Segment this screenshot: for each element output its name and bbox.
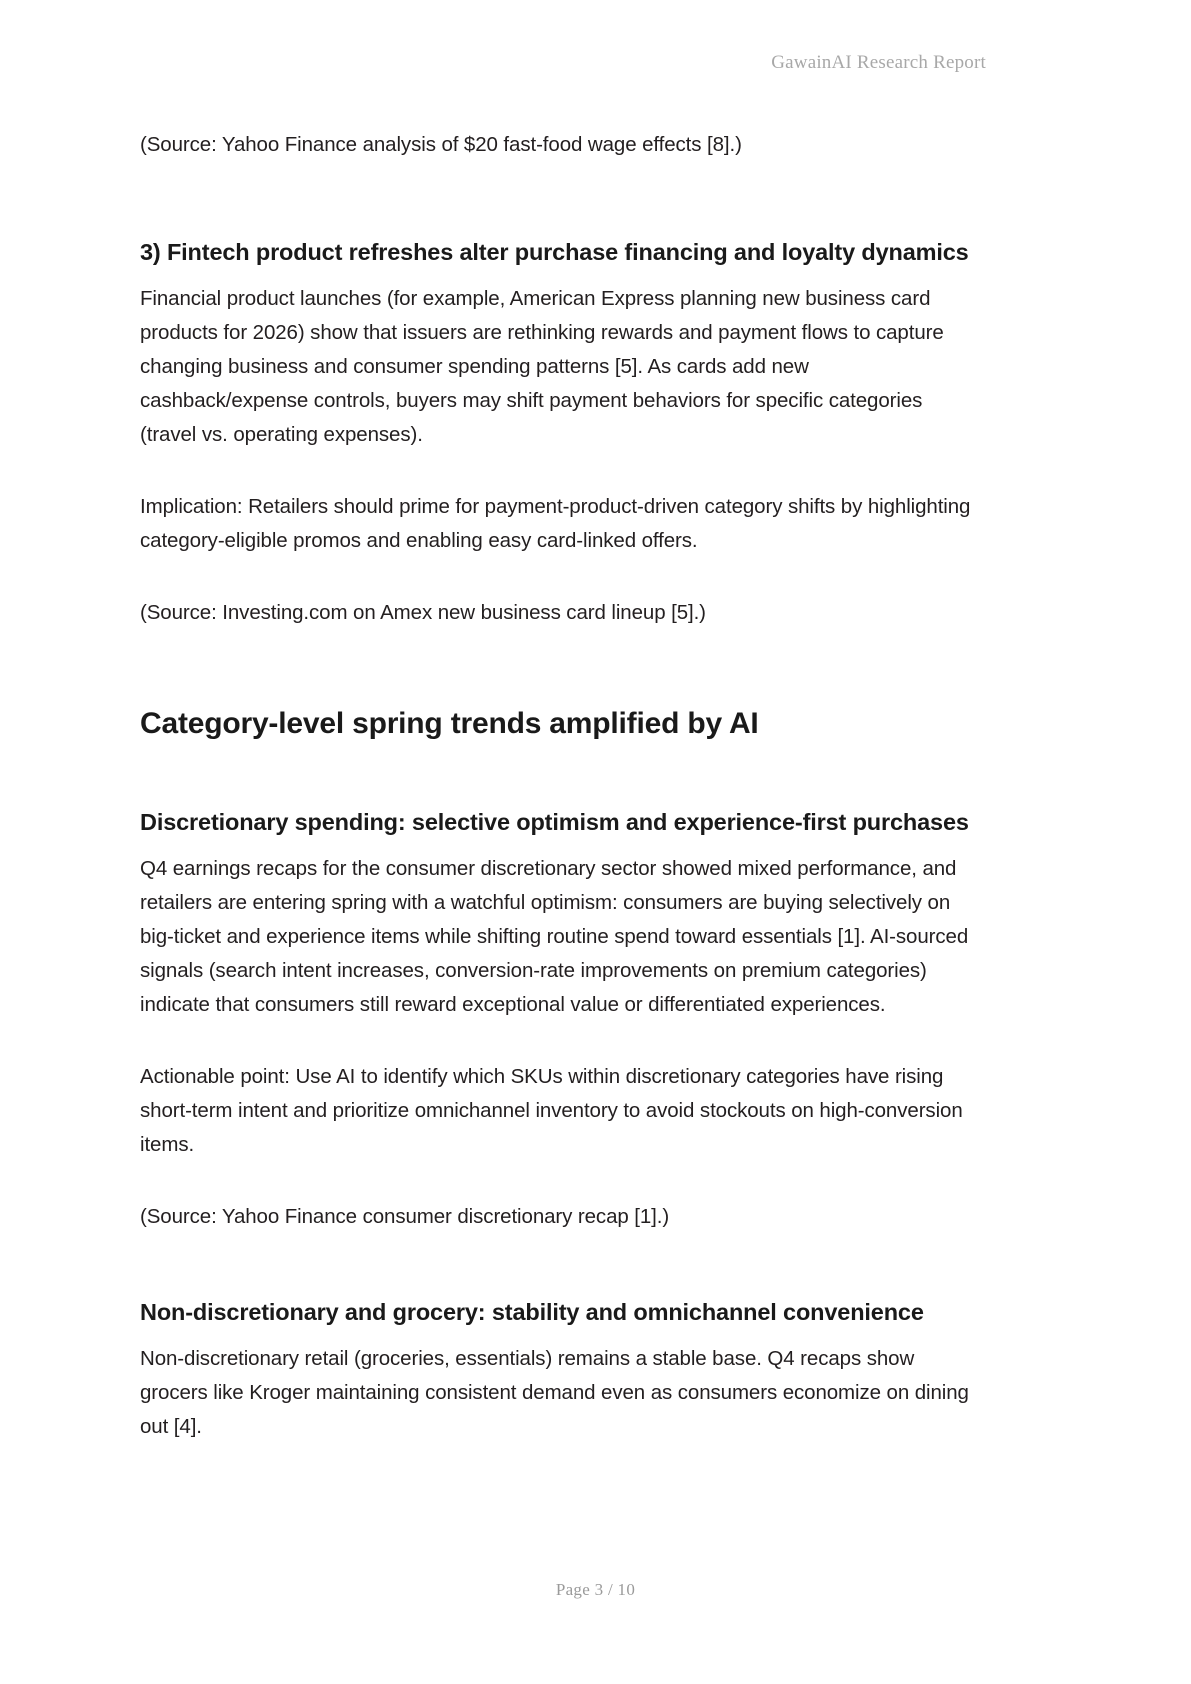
spacer	[140, 558, 972, 596]
spacer	[140, 1022, 972, 1060]
page-footer: Page 3 / 10	[555, 1580, 636, 1599]
spacer	[140, 630, 972, 704]
spacer	[140, 1234, 972, 1296]
paragraph-discretionary-spending: Q4 earnings recaps for the consumer discretionary sector showed mixed performance, and retailers are entering spring with a watchful optimism: consumers are buying selectively on big-ticket and experience items while shifting routine spend toward essentials [1]. AI-sourced signals (search intent increases, conversion-rate improvements on premium categories) indicate that consumers still reward exceptional value or differentiated experiences.	[140, 857, 969, 1016]
source-citation-wage: (Source: Yahoo Finance analysis of $20 fast-food wage effects [8].)	[140, 133, 742, 156]
source-citation-investing: (Source: Investing.com on Amex new business card lineup [5].)	[140, 601, 706, 624]
running-header: GawainAI Research Report	[771, 52, 986, 73]
spacer	[140, 162, 972, 236]
heading-discretionary-spending: Discretionary spending: selective optimism and experience-first purchases	[140, 809, 969, 835]
page-content	[140, 128, 972, 1444]
spacer	[140, 452, 972, 490]
paragraph-fintech-product: Financial product launches (for example, American Express planning new business card products for 2026) show that issuers are rethinking rewards and payment flows to capture changing business and consumer spending patterns [5]. As cards add new cashback/expense controls, buyers may shift payment behaviors for specific categories (travel vs. operating expenses).	[140, 287, 944, 446]
heading-category-level-spring-trends: Category-level spring trends amplified by AI	[140, 707, 759, 740]
spacer	[140, 1162, 972, 1200]
paragraph-discretionary-actionable: Actionable point: Use AI to identify which SKUs within discretionary categories have rising short-term intent and prioritize omnichannel inventory to avoid stockouts on high-conversion items.	[140, 1065, 963, 1156]
spacer	[140, 268, 972, 282]
spacer	[140, 838, 972, 852]
spacer	[140, 1328, 972, 1342]
source-citation-discretionary: (Source: Yahoo Finance consumer discretionary recap [1].)	[140, 1205, 670, 1228]
paragraph-non-discretionary-grocery: Non-discretionary retail (groceries, essentials) remains a stable base. Q4 recaps show grocers like Kroger maintaining consistent demand even as consumers economize on dining out [4].	[140, 1347, 969, 1438]
paragraph-fintech-implication: Implication: Retailers should prime for payment-product-driven category shifts by highlighting category-eligible promos and enabling easy card-linked offers.	[140, 495, 971, 552]
spacer	[140, 744, 972, 806]
heading-fintech-product-refreshes: 3) Fintech product refreshes alter purchase financing and loyalty dynamics	[140, 239, 969, 265]
heading-non-discretionary-grocery: Non-discretionary and grocery: stability and omnichannel convenience	[140, 1299, 924, 1325]
